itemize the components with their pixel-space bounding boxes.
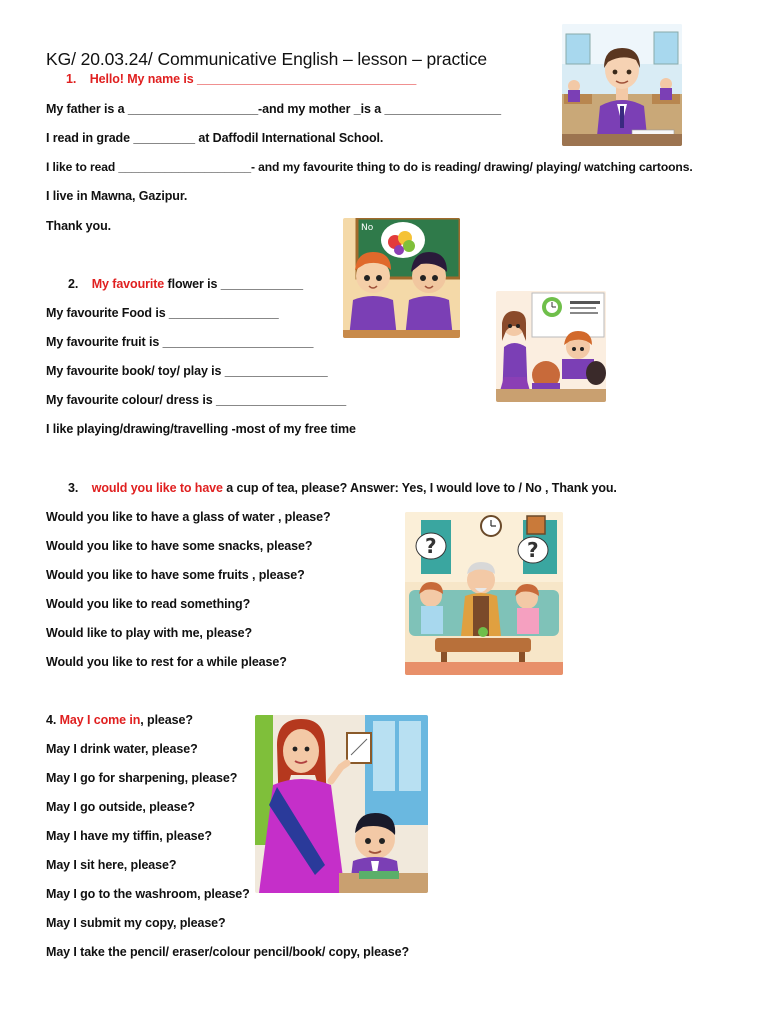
question-mark-left: ? — [425, 534, 437, 558]
section-number: 4. — [46, 713, 57, 727]
text-line: My favourite fruit is ______________________ — [46, 335, 314, 349]
kids-talking-fruits-illustration — [343, 218, 460, 338]
text-line: May I submit my copy, please? — [46, 916, 226, 930]
text-line: Would you like to have a glass of water , please? — [46, 510, 331, 524]
teacher-and-student-illustration — [255, 715, 428, 893]
girl-presenting-to-kids-illustration — [496, 291, 606, 402]
text-line: May I take the pencil/ eraser/colour pencil/book/ copy, please? — [46, 945, 410, 959]
heading-red-text: would you like to have — [91, 481, 223, 495]
text-line: I like playing/drawing/travelling -most of my free time — [46, 422, 356, 436]
board-text: No — [361, 223, 374, 233]
section-2-heading — [68, 277, 303, 291]
text-line: May I go to the washroom, please? — [46, 887, 250, 901]
heading-red-text: My favourite — [91, 277, 165, 291]
text-line: Would you like to rest for a while please? — [46, 655, 287, 669]
text-line: My father is a ___________________-and my mother _is a _________________ — [46, 102, 501, 116]
text-line: May I go for sharpening, please? — [46, 771, 238, 785]
section-number: 2. — [68, 277, 79, 291]
text-line: My favourite book/ toy/ play is _______________ — [46, 364, 328, 378]
section-3-heading — [68, 481, 617, 495]
grandfather-with-children-illustration — [405, 512, 563, 675]
heading-text: flower is ____________ — [164, 277, 303, 291]
section-number: 1. — [66, 72, 77, 86]
text-line: May I have my tiffin, please? — [46, 829, 212, 843]
section-1-heading — [66, 72, 416, 86]
question-mark-right: ? — [527, 538, 539, 562]
page-title: KG/ 20.03.24/ Communicative English – lesson – practice — [46, 49, 487, 69]
text-line: I read in grade _________ at Daffodil International School. — [46, 131, 384, 145]
text-line: My favourite Food is ________________ — [46, 306, 279, 320]
text-line: Would like to play with me, please? — [46, 626, 253, 640]
section-number: 3. — [68, 481, 79, 495]
text-line: My favourite colour/ dress is ___________________ — [46, 393, 347, 407]
text-line: May I sit here, please? — [46, 858, 177, 872]
text-line: I live in Mawna, Gazipur. — [46, 189, 188, 203]
text-line: Would you like to have some snacks, please? — [46, 539, 313, 553]
heading-text: a cup of tea, please? Answer: Yes, I would love to / No , Thank you. — [222, 481, 617, 495]
text-line: Would you like to read something? — [46, 597, 251, 611]
text-line: Thank you. — [46, 219, 111, 233]
text-line: I like to read ____________________- and my favourite thing to do is reading/ drawing/ playing/ watching cartoons. — [46, 160, 693, 174]
heading-red-text: May I come in — [59, 713, 141, 727]
heading-text: , please? — [140, 713, 193, 727]
section-4-heading — [46, 713, 193, 727]
boy-in-classroom-illustration — [562, 24, 682, 146]
heading-text: Hello! My name is ________________________________ — [89, 72, 417, 86]
text-line: May I go outside, please? — [46, 800, 195, 814]
text-line: May I drink water, please? — [46, 742, 198, 756]
text-line: Would you like to have some fruits , please? — [46, 568, 305, 582]
